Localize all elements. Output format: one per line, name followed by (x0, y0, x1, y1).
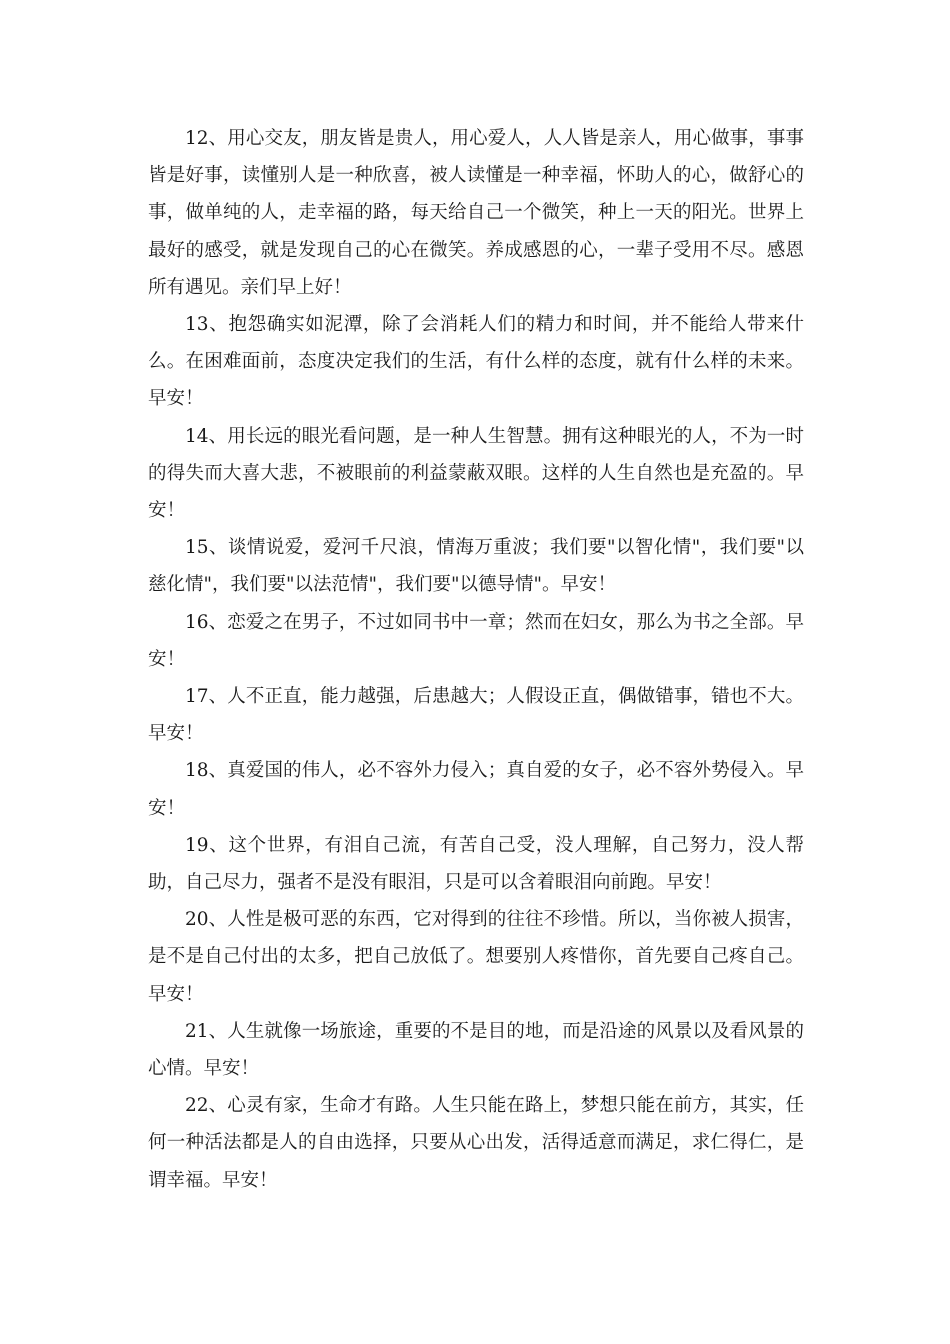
paragraph-19: 19、这个世界，有泪自己流，有苦自己受，没人理解，自己努力，没人帮助，自己尽力，强者不是没有眼泪，只是可以含着眼泪向前跑。早安！ (148, 834, 804, 894)
paragraph-22: 22、心灵有家，生命才有路。人生只能在路上，梦想只能在前方，其实，任何一种活法都是人的自由选择，只要从心出发，活得适意而满足，求仁得仁，是谓幸福。早安！ (148, 1095, 804, 1191)
paragraph-21: 21、人生就像一场旅途，重要的不是目的地，而是沿途的风景以及看风景的心情。早安！ (148, 1020, 804, 1080)
paragraph-15: 15、谈情说爱，爱河千尺浪，情海万重波；我们要"以智化情"，我们要"以慈化情"，我们要"以法范情"，我们要"以德导情"。早安！ (148, 537, 804, 596)
document-body (148, 120, 804, 1199)
paragraph-16: 16、恋爱之在男子，不过如同书中一章；然而在妇女，那么为书之全部。早安！ (148, 611, 804, 670)
paragraph-17: 17、人不正直，能力越强，后患越大；人假设正直，偶做错事，错也不大。早安！ (148, 686, 804, 745)
paragraph-14: 14、用长远的眼光看问题，是一种人生智慧。拥有这种眼光的人，不为一时的得失而大喜大悲，不被眼前的利益蒙蔽双眼。这样的人生自然也是充盈的。早安！ (148, 425, 804, 522)
paragraph-20: 20、人性是极可恶的东西，它对得到的往往不珍惜。所以，当你被人损害，是不是自己付出的太多，把自己放低了。想要别人疼惜你，首先要自己疼自己。早安！ (148, 909, 804, 1005)
paragraph-18: 18、真爱国的伟人，必不容外力侵入；真自爱的女子，必不容外势侵入。早安！ (148, 760, 804, 819)
paragraph-12: 12、用心交友，朋友皆是贵人，用心爱人，人人皆是亲人，用心做事，事事皆是好事，读懂别人是一种欣喜，被人读懂是一种幸福，怀助人的心，做舒心的事，做单纯的人，走幸福的路，每天给自己一个微笑，种上一天的阳光。世界上最好的感受，就是发现自己的心在微笑。养成感恩的心，一辈子受用不尽。感恩所有遇见。亲们早上好！ (148, 128, 804, 298)
paragraph-13: 13、抱怨确实如泥潭，除了会消耗人们的精力和时间，并不能给人带来什么。在困难面前，态度决定我们的生活，有什么样的态度，就有什么样的未来。早安！ (148, 314, 804, 410)
